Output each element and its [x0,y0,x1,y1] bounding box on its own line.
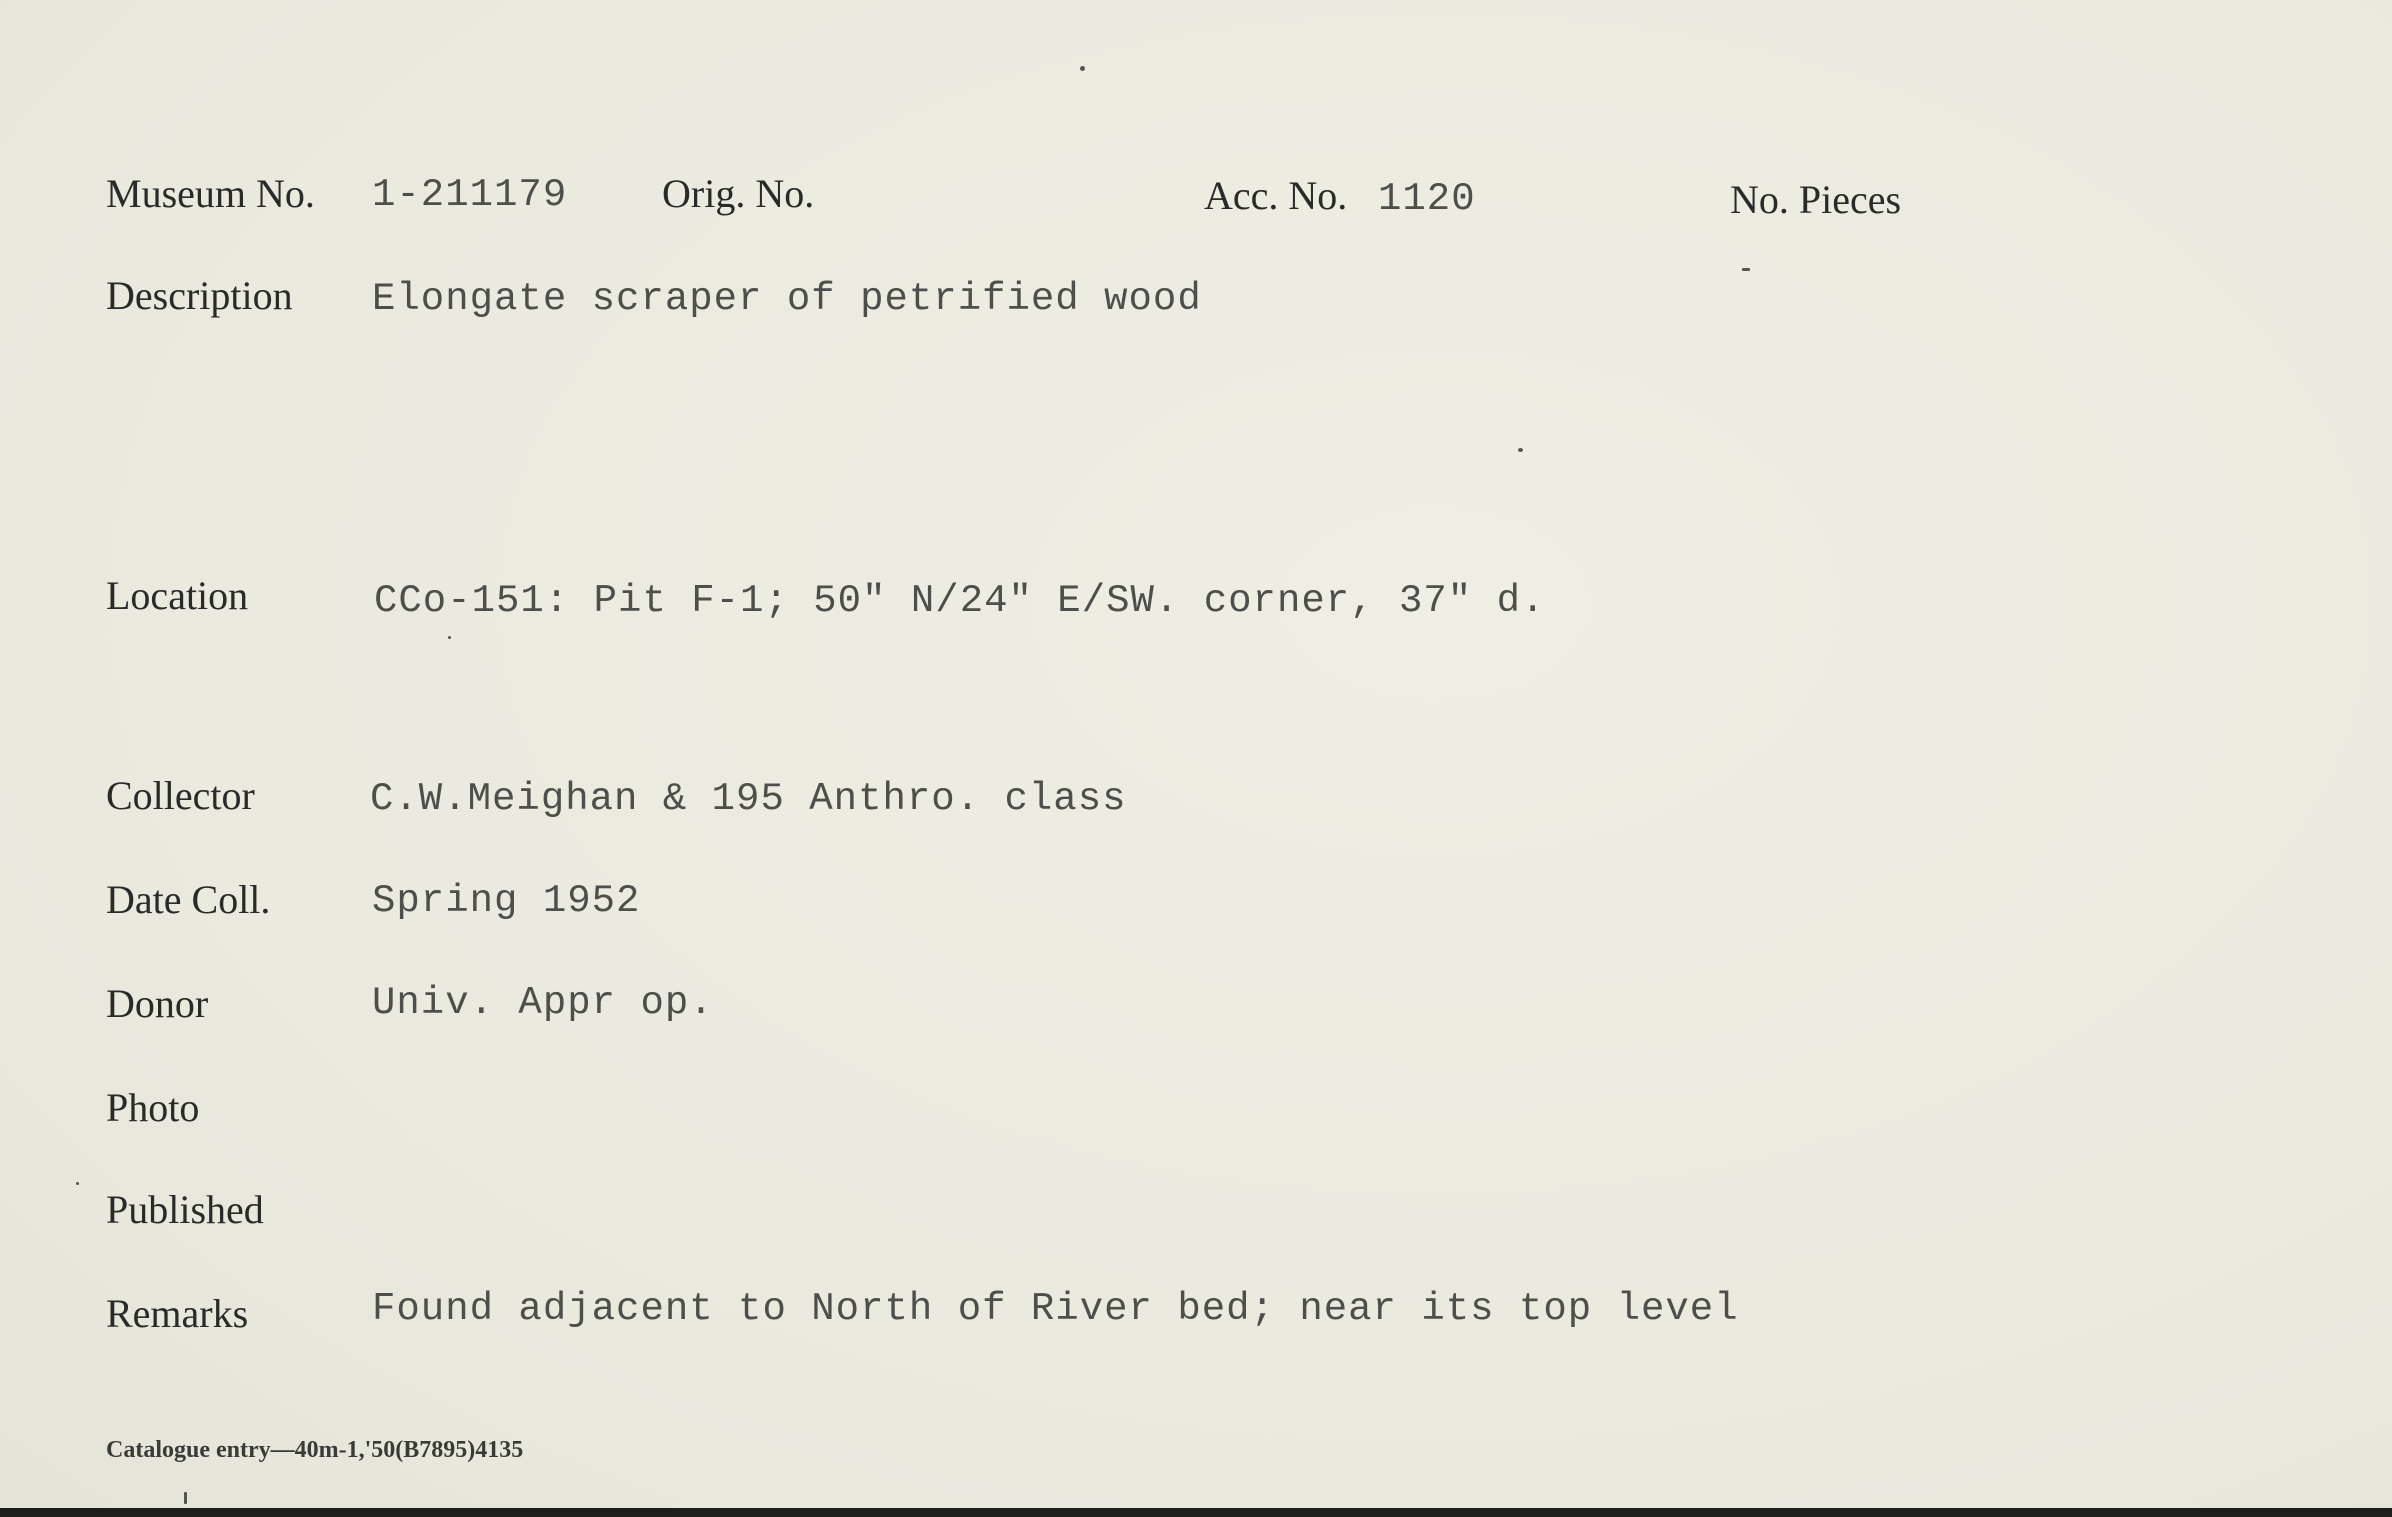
remarks-value: Found adjacent to North of River bed; near its top level [372,1287,1739,1331]
description-value: Elongate scraper of petrified wood [372,277,1202,321]
orig-no-label: Orig. No. [662,171,815,216]
dust-speck [76,1182,79,1185]
collector-value: C.W.Meighan & 195 Anthro. class [370,777,1127,821]
dust-speck [1518,448,1523,452]
collector-label: Collector [106,773,255,818]
location-label: Location [106,573,249,618]
museum-no-label: Museum No. [106,171,315,216]
date-coll-label: Date Coll. [106,877,271,922]
dust-speck [448,636,451,639]
catalogue-footer: Catalogue entry—40m-1,'50(B7895)4135 [106,1437,524,1463]
dust-speck [1742,268,1750,271]
dust-speck [184,1492,187,1504]
date-coll-value: Spring 1952 [372,879,641,923]
description-label: Description [106,273,293,318]
photo-label: Photo [106,1085,200,1130]
donor-label: Donor [106,981,209,1026]
acc-no-value: 1120 [1378,177,1476,221]
acc-no-label: Acc. No. [1204,173,1348,218]
dust-speck [1080,66,1085,71]
no-pieces-label: No. Pieces [1730,177,1902,222]
published-label: Published [106,1187,264,1232]
card-bottom-edge [0,1508,2392,1517]
museum-no-value: 1-211179 [372,173,568,217]
donor-value: Univ. Appr op. [372,981,714,1025]
location-value: CCo-151: Pit F-1; 50" N/24" E/SW. corner, 37" d. [374,579,1546,623]
remarks-label: Remarks [106,1291,249,1336]
